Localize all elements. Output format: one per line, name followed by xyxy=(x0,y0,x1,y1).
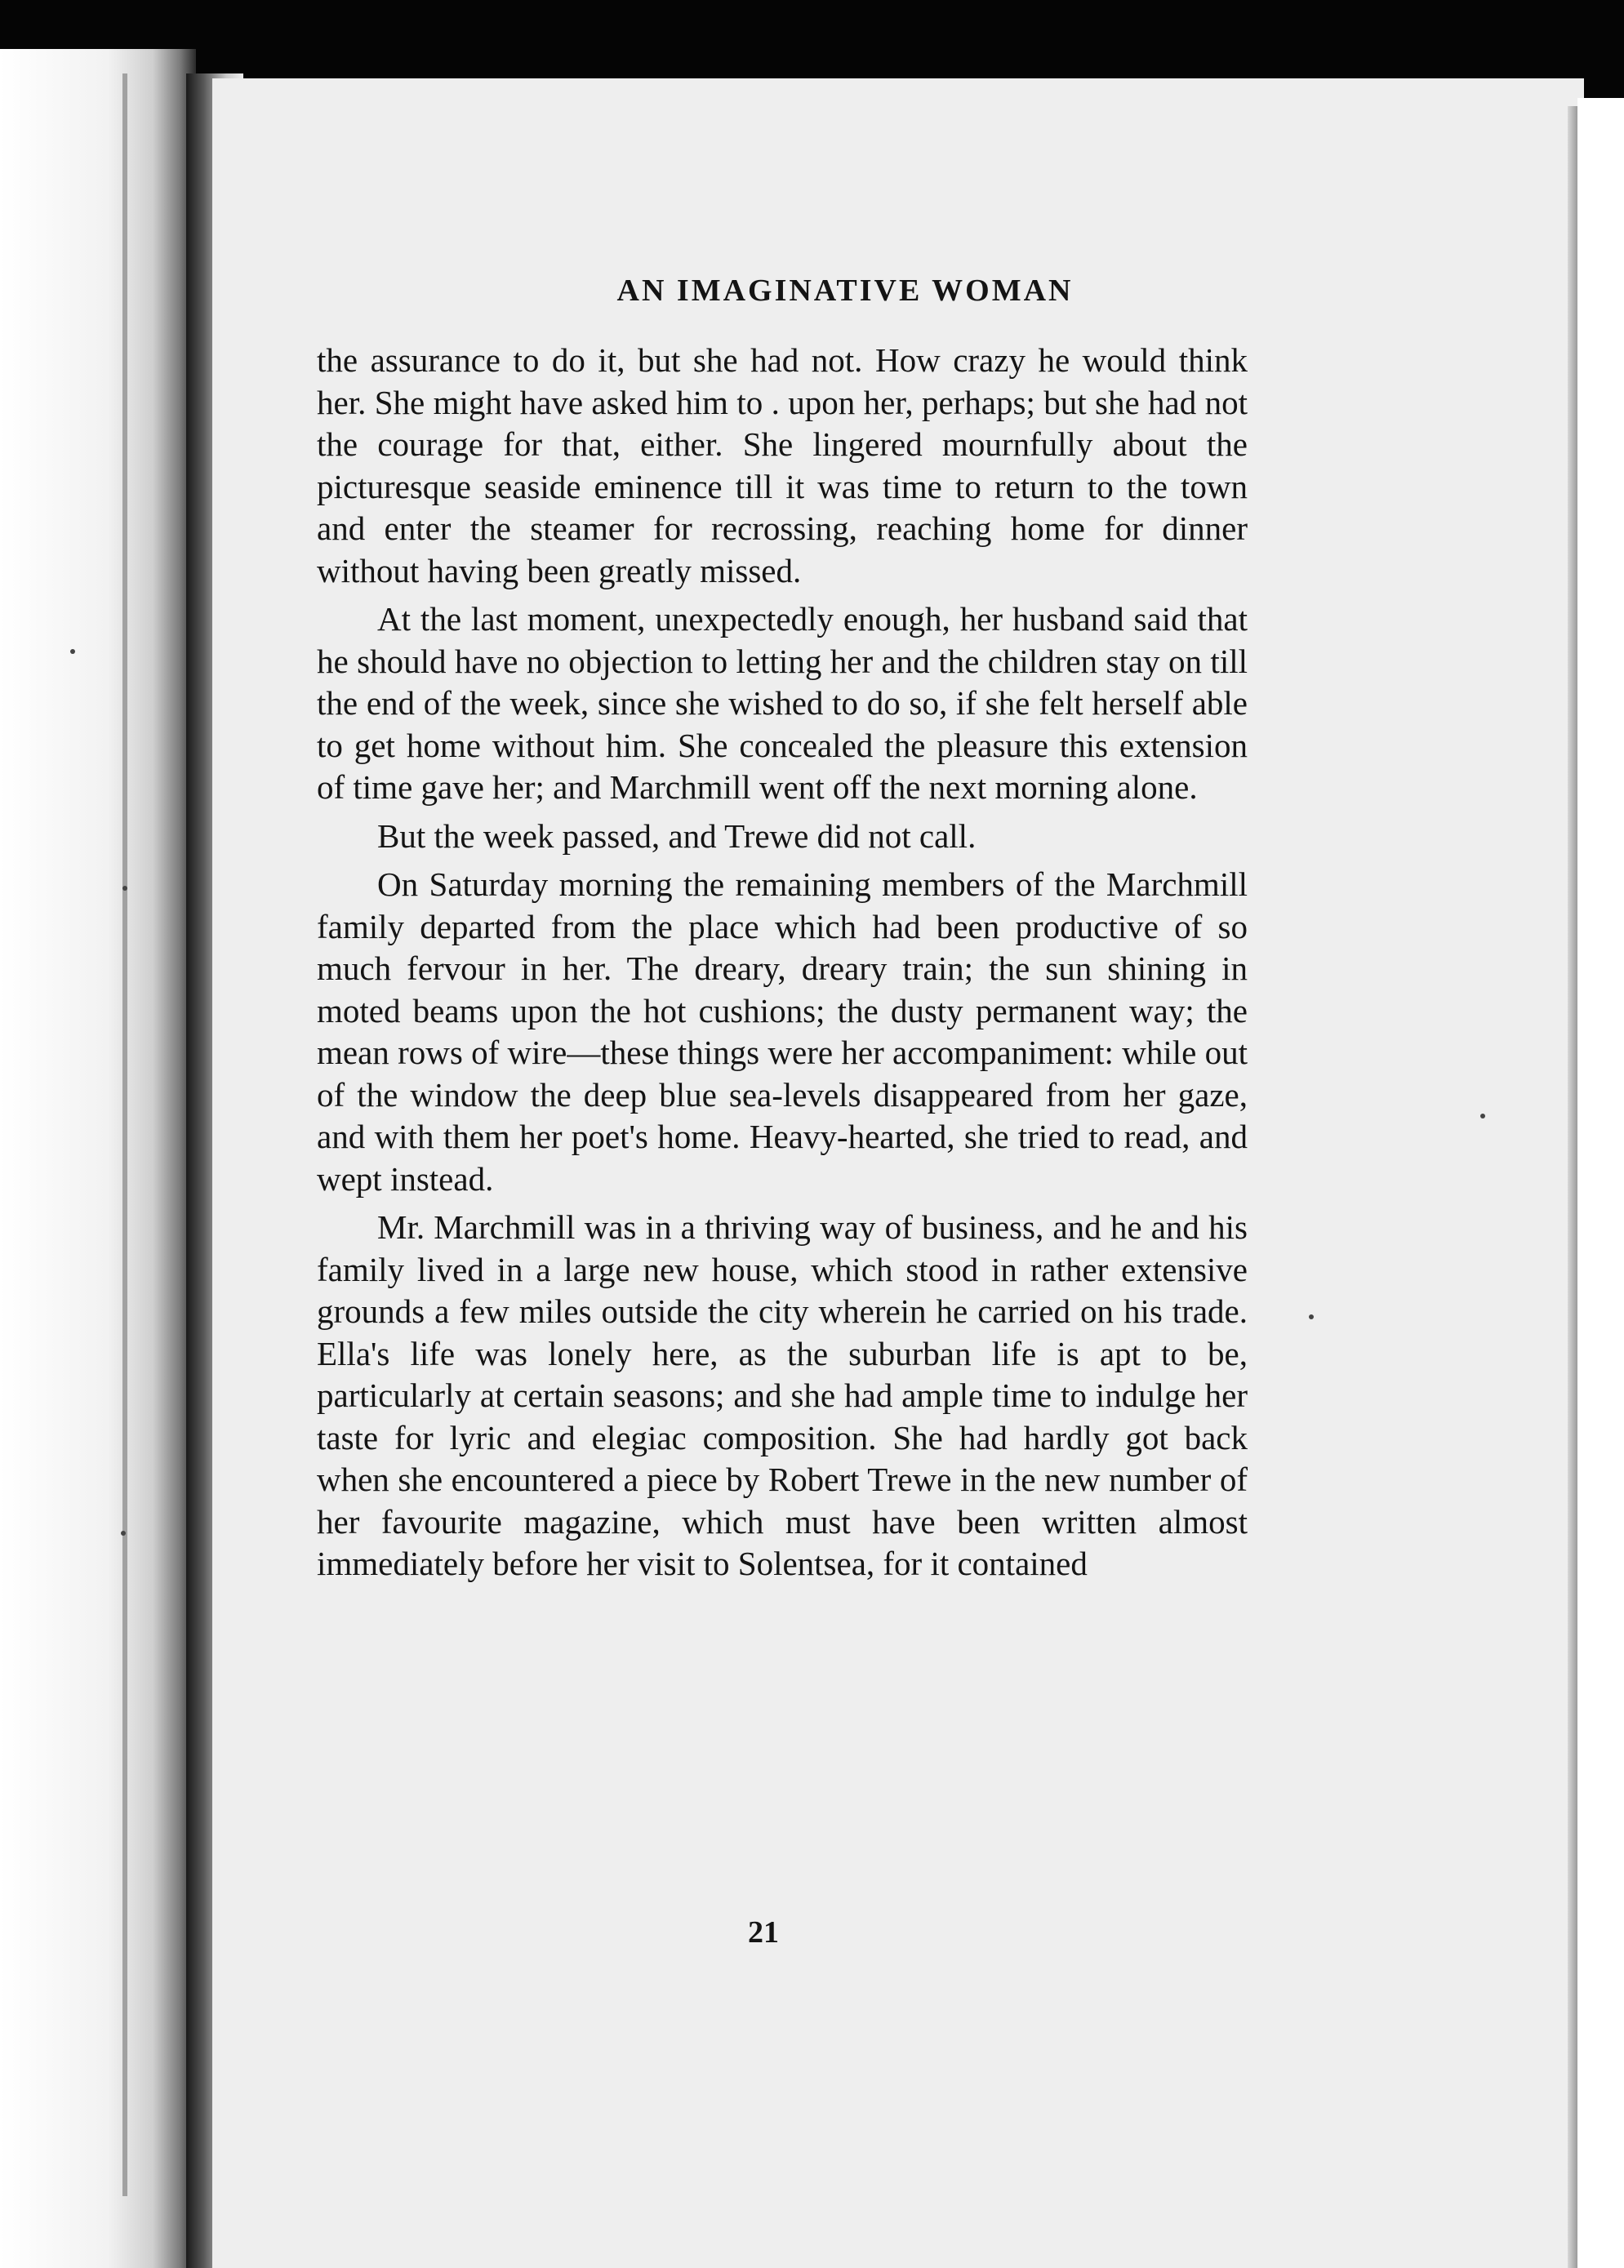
paragraph: Mr. Marchmill was in a thriving way of business, and he and his family lived in a large new house, which stood in rather extensive grounds a few miles outside the city wherein he carried on his trade. Ella's life was lonely here, as the suburban life is apt to be, particularly at certain seasons; and she had ample time to indulge her taste for lyric and elegiac composition. She had hardly got back when she encountered a piece by Robert Trewe in the new number of her favourite magazine, which must have been written almost immediately before her visit to Solentsea, for it contained xyxy=(317,1208,1248,1582)
facing-page-edge xyxy=(122,73,127,2196)
page-right-edge xyxy=(1568,106,1577,2268)
page-number: 21 xyxy=(748,1915,779,1950)
page-right-margin xyxy=(1577,98,1624,2268)
paragraph: But the week passed, and Trewe did not call. xyxy=(377,816,977,855)
margin-speck xyxy=(1480,1114,1485,1118)
margin-speck xyxy=(1309,1314,1314,1319)
margin-speck xyxy=(70,649,75,654)
running-header: AN IMAGINATIVE WOMAN xyxy=(616,273,1074,308)
margin-speck xyxy=(121,1531,126,1536)
paragraph: At the last moment, unexpectedly enough, her husband said that he should have no objection to letting her and the children stay on till the end of the week, since she wished to do so, if she felt herself able to get home without him. She concealed the pleasure this extension of time gave her; and Marchmill went off the next morning alone. xyxy=(317,600,1248,806)
body-text xyxy=(317,340,1248,1592)
paragraph: On Saturday morning the remaining members of the Marchmill family departed from the place which had been productive of so much fervour in her. The dreary, dreary train; the sun shining in moted beams upon the hot cushions; the dusty permanent way; the mean rows of wire—these things were her accompaniment: while out of the window the deep blue sea-levels disappeared from her gaze, and with them her poet's home. Heavy-hearted, she tried to read, and wept instead. xyxy=(317,865,1248,1198)
margin-speck xyxy=(122,886,127,891)
facing-page-strip xyxy=(0,49,196,2268)
paragraph: the assurance to do it, but she had not. How crazy he would think her. She might have asked him to . upon her, perhaps; but she had not the courage for that, either. She lingered mournfully about the picturesque seaside eminence till it was time to return to the town and enter the steamer for recrossing, reaching home for dinner without having been greatly missed. xyxy=(317,341,1248,589)
